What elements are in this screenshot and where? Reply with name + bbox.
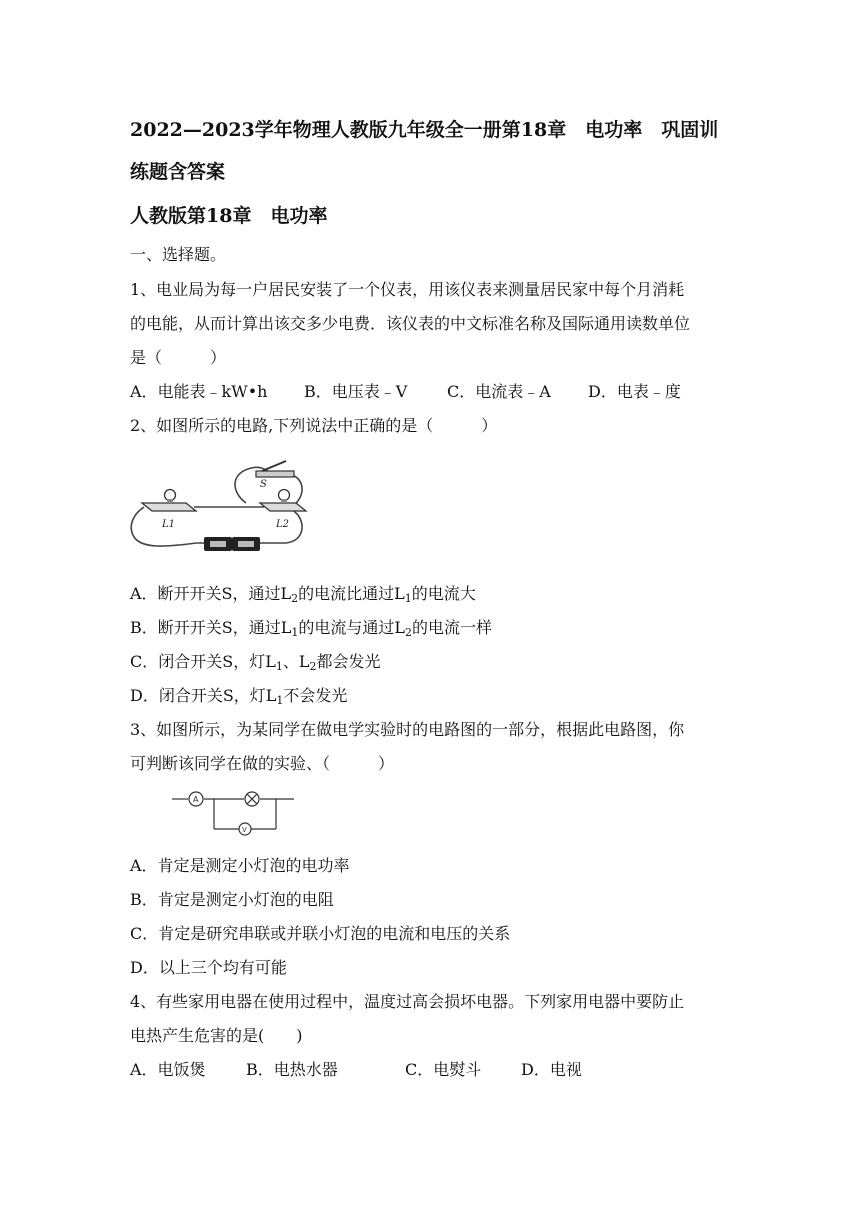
q2-option-b: B．断开开关S，通过$L_1$的电流与通过$L_2$的电流一样 — [130, 618, 493, 639]
q2-option-a: A．断开开关S，通过$L_2$的电流比通过$L_1$的电流大 — [130, 584, 476, 605]
q3-circuit-diagram — [170, 789, 296, 837]
q1-option-d: D．电表﹣度 — [588, 382, 681, 401]
switch-label: S — [260, 479, 267, 490]
q2-circuit-figure — [126, 455, 312, 559]
q1-option-a: A．电能表﹣kW•h — [130, 382, 268, 401]
q4-option-c: C．电熨斗 — [405, 1060, 482, 1079]
section-label: 一、选择题。 — [130, 245, 227, 264]
l1-label: L1 — [162, 519, 176, 530]
l1-bulb-base — [142, 503, 196, 511]
q3-option-c: C．肯定是研究串联或并联小灯泡的电流和电压的关系 — [130, 924, 511, 943]
document-title-line-2: 练题含答案 — [130, 161, 226, 183]
q2-stem: 2、如图所示的电路,下列说法中正确的是（ ） — [130, 416, 498, 435]
q4-option-b: B．电热水器 — [246, 1060, 338, 1079]
q3-option-a: A．肯定是测定小灯泡的电功率 — [130, 856, 350, 875]
q4-option-a: A．电饭煲 — [130, 1060, 206, 1079]
q2-option-c: C．闭合开关S，灯$L_1$、$L_2$都会发光 — [130, 652, 381, 673]
bulb-l2-icon — [279, 490, 290, 501]
q4-stem-line-1: 4、有些家用电器在使用过程中，温度过高会损坏电器。下列家用电器中要防止 — [130, 992, 685, 1011]
q1-option-b: B．电压表﹣V — [304, 382, 408, 401]
document-title-line-1: 2022—2023学年物理人教版九年级全一册第18章 电功率 巩固训 — [130, 119, 719, 141]
q1-stem-line-1: 1、电业局为每一户居民安装了一个仪表，用该仪表来测量居民家中每个月消耗 — [130, 280, 685, 299]
switch-icon — [256, 471, 294, 477]
l2-label: L2 — [276, 519, 290, 530]
q3-option-b: B．肯定是测定小灯泡的电阻 — [130, 890, 334, 909]
q1-stem-line-2: 的电能，从而计算出该交多少电费．该仪表的中文标准名称及国际通用读数单位 — [130, 314, 691, 333]
chapter-heading: 人教版第18章 电功率 — [130, 205, 328, 227]
bulb-l1-icon — [165, 490, 176, 501]
q3-stem-line-2: 可判断该同学在做的实验、（ ） — [130, 754, 395, 773]
q2-option-d: D．闭合开关S，灯$L_1$不会发光 — [130, 686, 348, 707]
q1-stem-line-3: 是（ ） — [130, 348, 227, 367]
l2-bulb-base — [260, 503, 306, 511]
voltmeter-label: V — [242, 826, 247, 834]
q4-stem-line-2: 电热产生危害的是( ) — [130, 1026, 303, 1045]
q4-option-d: D．电视 — [521, 1060, 582, 1079]
q3-option-d: D．以上三个均有可能 — [130, 958, 287, 977]
q1-option-c: C．电流表﹣A — [447, 382, 551, 401]
q3-stem-line-1: 3、如图所示，为某同学在做电学实验时的电路图的一部分，根据此电路图，你 — [130, 720, 685, 739]
ammeter-label: A — [193, 795, 199, 804]
